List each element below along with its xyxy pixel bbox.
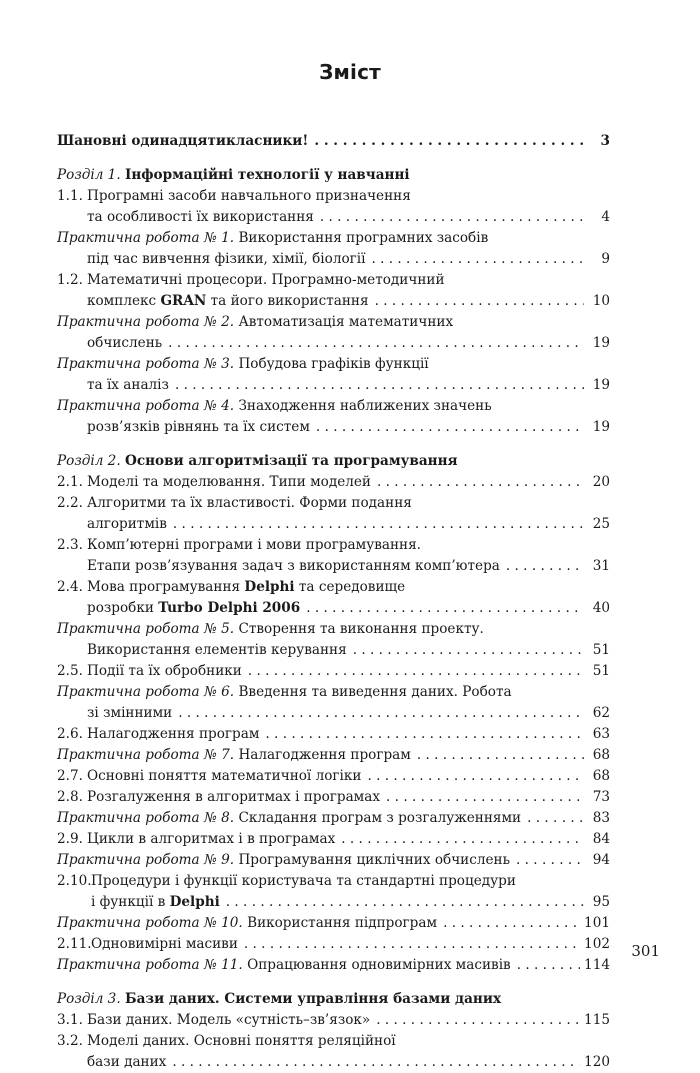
toc-practical-9[interactable] (57, 850, 610, 871)
leader-dots (175, 375, 584, 396)
toc-page-number: 68 (592, 768, 610, 784)
toc-page-number: 101 (584, 915, 610, 931)
section-title: Бази даних. Системи управління базами даних (124, 991, 502, 1007)
toc-entry-text: Моделі даних. Основні поняття реляційної (87, 1033, 396, 1049)
toc-entry-number: 1.1. (57, 188, 83, 204)
section-title: Основи алгоритмізації та програмування (124, 453, 458, 469)
toc-entry-number: 3.1. (57, 1012, 83, 1028)
table-of-contents (57, 131, 610, 1073)
toc-entry-label (57, 934, 238, 955)
toc-entry-intro[interactable] (57, 131, 610, 152)
toc-practical-6-line2[interactable] (57, 703, 610, 724)
toc-page-number: 102 (584, 936, 610, 952)
toc-entry-number: 2.2. (57, 495, 83, 511)
toc-entry-number: 1.2. (57, 272, 83, 288)
toc-entry-text (87, 598, 300, 619)
toc-entry-text: під час вивчення фізики, хімії, біології (87, 251, 366, 267)
toc-entry-2-5[interactable] (57, 661, 610, 682)
toc-practical-2-line1[interactable] (57, 312, 610, 333)
toc-page-number: 4 (601, 209, 610, 225)
leader-dots (341, 829, 584, 850)
toc-entry-text: Події та їх обробники (87, 663, 242, 679)
section-prefix: Розділ 2. (57, 453, 121, 469)
leader-dots (172, 1052, 580, 1073)
practical-label: Практична робота № 9. (57, 852, 235, 868)
toc-entry-text: Програмні засоби навчального призначення (87, 188, 411, 204)
toc-practical-3-line2[interactable] (57, 375, 610, 396)
toc-entry-2-4-line1[interactable] (57, 577, 610, 598)
toc-entry-number: 3.2. (57, 1033, 83, 1049)
software-name: GRAN (160, 293, 207, 309)
toc-page-number: 51 (592, 642, 610, 658)
toc-practical-8[interactable] (57, 808, 610, 829)
toc-entry-text: обчислень (87, 335, 163, 351)
toc-page-number: 94 (592, 852, 610, 868)
toc-page-number: 62 (592, 705, 610, 721)
toc-entry-label (57, 787, 380, 808)
toc-entry-number: 2.1. (57, 474, 83, 490)
toc-entry-text: зі змінними (87, 705, 173, 721)
toc-page-number: 51 (592, 663, 610, 679)
toc-page-number: 31 (592, 558, 610, 574)
toc-practical-7[interactable] (57, 745, 610, 766)
leader-dots (506, 556, 584, 577)
toc-entry-text: Основні поняття математичної логіки (87, 768, 362, 784)
leader-dots (527, 808, 584, 829)
toc-entry-2-3-line2[interactable] (57, 556, 610, 577)
toc-entry-text: Програмування циклічних обчислень (238, 852, 511, 868)
toc-practical-2-line2[interactable] (57, 333, 610, 354)
toc-entry-text: Математичні процесори. Програмно-методичний (87, 272, 445, 288)
leader-dots (386, 787, 584, 808)
toc-practical-1-line1[interactable] (57, 228, 610, 249)
toc-page-number: 120 (584, 1054, 610, 1070)
section-heading-1 (57, 165, 610, 186)
section-prefix: Розділ 3. (57, 991, 121, 1007)
toc-entry-text: Шановні одинадцятикласники! (57, 133, 309, 149)
toc-entry-label (57, 829, 335, 850)
toc-entry-2-9[interactable] (57, 829, 610, 850)
practical-label: Практична робота № 4. (57, 398, 235, 414)
toc-entry-2-10-line2[interactable] (57, 892, 610, 913)
toc-entry-1-1-line2[interactable] (57, 207, 610, 228)
toc-entry-text: Процедури і функції користувача та стандартні процедури (91, 873, 516, 889)
practical-label: Практична робота № 10. (57, 915, 243, 931)
leader-dots (226, 892, 584, 913)
toc-practical-1-line2[interactable] (57, 249, 610, 270)
toc-entry-label (57, 766, 361, 787)
practical-label: Практична робота № 11. (57, 957, 243, 973)
toc-practical-11[interactable] (57, 955, 610, 976)
toc-entry-number: 2.9. (57, 831, 83, 847)
toc-entry-number: 2.11. (57, 936, 92, 952)
toc-entry-text: Використання програмних засобів (238, 230, 489, 246)
section-heading-3 (57, 989, 610, 1010)
toc-entry-1-2-line1[interactable] (57, 270, 610, 291)
toc-entry-number: 2.4. (57, 579, 83, 595)
text-part: комплекс (87, 293, 161, 309)
toc-entry-label (57, 745, 411, 766)
toc-entry-2-4-line2[interactable] (57, 598, 610, 619)
software-name: Turbo Delphi 2006 (158, 600, 301, 616)
toc-entry-text (87, 291, 369, 312)
toc-entry-2-11[interactable] (57, 934, 610, 955)
leader-dots (367, 766, 584, 787)
toc-page-number: 114 (584, 957, 610, 973)
practical-label: Практична робота № 8. (57, 810, 235, 826)
toc-page-number: 95 (592, 894, 610, 910)
text-part: та його використання (206, 293, 369, 309)
toc-page-number: 84 (592, 831, 610, 847)
toc-entry-2-7[interactable] (57, 766, 610, 787)
toc-entry-text (91, 892, 220, 913)
toc-entry-label (57, 808, 521, 829)
toc-entry-text: Опрацювання одновимірних масивів (247, 957, 511, 973)
toc-entry-text: Розгалуження в алгоритмах і програмах (87, 789, 381, 805)
toc-page-number: 73 (592, 789, 610, 805)
leader-dots (244, 934, 580, 955)
toc-page-number: 83 (592, 810, 610, 826)
practical-label: Практична робота № 2. (57, 314, 235, 330)
text-part: і функції в (91, 894, 170, 910)
leader-dots (173, 514, 584, 535)
toc-entry-number: 2.5. (57, 663, 83, 679)
text-part: та середовище (294, 579, 406, 595)
leader-dots (314, 131, 584, 152)
section-title: Інформаційні технології у навчанні (124, 167, 410, 183)
toc-entry-text: Етапи розв’язування задач з використанням комп’ютера (87, 558, 500, 574)
toc-entry-1-2-line2[interactable] (57, 291, 610, 312)
toc-entry-text: Бази даних. Модель «сутність–зв’язок» (87, 1012, 371, 1028)
leader-dots (417, 745, 584, 766)
toc-page-number: 19 (592, 335, 610, 351)
toc-entry-number: 2.8. (57, 789, 83, 805)
toc-entry-2-1[interactable] (57, 472, 610, 493)
leader-dots (320, 207, 584, 228)
toc-page-number: 40 (592, 600, 610, 616)
toc-entry-text: Цикли в алгоритмах і в програмах (87, 831, 336, 847)
page-number: 301 (631, 942, 660, 960)
toc-entry-text: Налагодження програм (87, 726, 260, 742)
practical-label: Практична робота № 1. (57, 230, 235, 246)
toc-entry-text: Використання підпрограм (247, 915, 438, 931)
toc-practical-5-line1[interactable] (57, 619, 610, 640)
toc-entry-number: 2.7. (57, 768, 83, 784)
leader-dots (316, 417, 584, 438)
toc-entry-text: Моделі та моделювання. Типи моделей (87, 474, 371, 490)
toc-page-number: 63 (592, 726, 610, 742)
toc-entry-text: Знаходження наближених значень (238, 398, 492, 414)
section-heading-2 (57, 451, 610, 472)
page-title: Зміст (319, 60, 381, 84)
practical-label: Практична робота № 5. (57, 621, 235, 637)
software-name: Delphi (244, 579, 295, 595)
toc-entry-text: Використання елементів керування (87, 642, 347, 658)
toc-entry-2-6[interactable] (57, 724, 610, 745)
leader-dots (168, 333, 584, 354)
practical-label: Практична робота № 6. (57, 684, 235, 700)
toc-page-number: 68 (592, 747, 610, 763)
leader-dots (371, 249, 584, 270)
toc-entry-number: 2.3. (57, 537, 83, 553)
toc-entry-label (57, 955, 511, 976)
software-name: Delphi (169, 894, 220, 910)
toc-entry-label (57, 472, 371, 493)
toc-page-number: 19 (592, 377, 610, 393)
leader-dots (377, 472, 584, 493)
leader-dots (265, 724, 584, 745)
toc-entry-2-8[interactable] (57, 787, 610, 808)
leader-dots (353, 640, 584, 661)
toc-practical-4-line2[interactable] (57, 417, 610, 438)
toc-practical-10[interactable] (57, 913, 610, 934)
toc-entry-text: розв’язків рівнянь та їх систем (87, 419, 310, 435)
toc-entry-label (57, 724, 259, 745)
text-part: Мова програмування (87, 579, 245, 595)
practical-label: Практична робота № 7. (57, 747, 235, 763)
toc-page-number: 20 (592, 474, 610, 490)
toc-page-number: 10 (592, 293, 610, 309)
toc-entry-text: алгоритмів (87, 516, 167, 532)
toc-entry-text: Одновимірні масиви (91, 936, 238, 952)
toc-entry-text: та особливості їх використання (87, 209, 314, 225)
leader-dots (443, 913, 580, 934)
toc-entry-text: Налагодження програм (238, 747, 411, 763)
toc-entry-2-10-line1[interactable] (57, 871, 610, 892)
practical-label: Практична робота № 3. (57, 356, 235, 372)
toc-entry-3-2-line2[interactable] (57, 1052, 610, 1073)
toc-entry-text: Комп’ютерні програми і мови програмування. (87, 537, 422, 553)
leader-dots (517, 955, 580, 976)
toc-entry-label (57, 913, 437, 934)
toc-entry-2-3-line1[interactable] (57, 535, 610, 556)
leader-dots (306, 598, 584, 619)
toc-entry-label (57, 850, 510, 871)
toc-entry-number: 2.6. (57, 726, 83, 742)
toc-entry-text: Автоматизація математичних (238, 314, 454, 330)
toc-practical-5-line2[interactable] (57, 640, 610, 661)
toc-entry-text: та їх аналіз (87, 377, 169, 393)
toc-entry-2-2-line2[interactable] (57, 514, 610, 535)
toc-practical-6-line1[interactable] (57, 682, 610, 703)
toc-page-number: 19 (592, 419, 610, 435)
toc-entry-2-2-line1[interactable] (57, 493, 610, 514)
toc-practical-3-line1[interactable] (57, 354, 610, 375)
text-part: розробки (87, 600, 159, 616)
leader-dots (375, 291, 584, 312)
toc-page-number: 115 (584, 1012, 610, 1028)
toc-entry-text: Алгоритми та їх властивості. Форми подання (87, 495, 412, 511)
toc-page-number: 9 (601, 251, 610, 267)
toc-entry-text: Введення та виведення даних. Робота (238, 684, 512, 700)
toc-page-number: 25 (592, 516, 610, 532)
toc-entry-text: Створення та виконання проекту. (238, 621, 484, 637)
leader-dots (178, 703, 584, 724)
toc-entry-label (57, 661, 242, 682)
leader-dots (516, 850, 584, 871)
toc-entry-1-1-line1[interactable] (57, 186, 610, 207)
section-prefix: Розділ 1. (57, 167, 121, 183)
toc-page-number: 3 (600, 133, 610, 149)
toc-entry-3-2-line1[interactable] (57, 1031, 610, 1052)
leader-dots (248, 661, 584, 682)
toc-entry-number: 2.10. (57, 873, 92, 889)
toc-practical-4-line1[interactable] (57, 396, 610, 417)
toc-entry-text: бази даних (87, 1054, 167, 1070)
toc-entry-text: Побудова графіків функції (238, 356, 429, 372)
toc-entry-text: Складання програм з розгалуженнями (238, 810, 522, 826)
